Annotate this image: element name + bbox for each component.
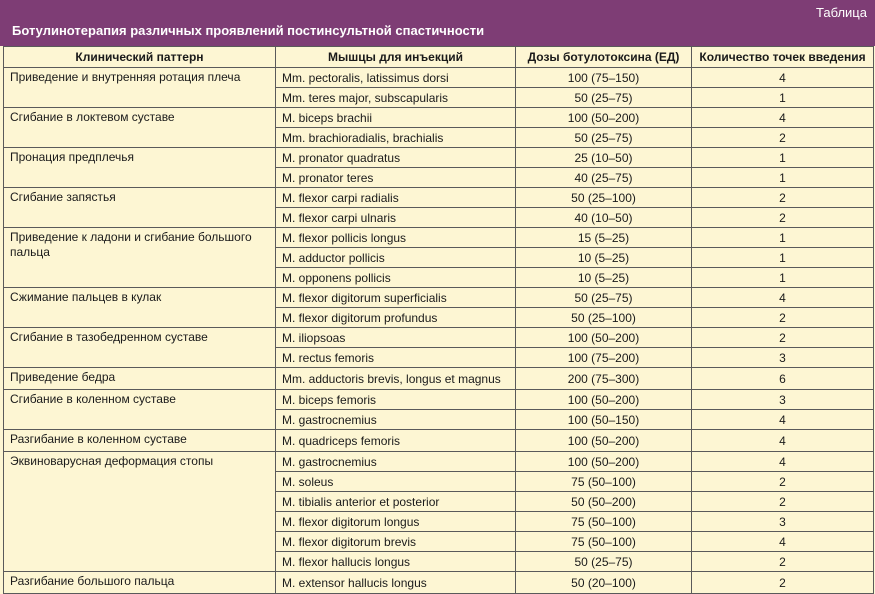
injection-points-cell: 2 xyxy=(692,472,874,492)
injection-points-cell: 4 xyxy=(692,68,874,88)
dose-cell: 100 (50–200) xyxy=(516,328,692,348)
botulinum-dosing-table xyxy=(3,46,874,594)
muscle-cell: M. opponens pollicis xyxy=(276,268,516,288)
muscle-cell: M. gastrocnemius xyxy=(276,452,516,472)
dose-cell: 25 (10–50) xyxy=(516,148,692,168)
muscle-cell: M. pronator teres xyxy=(276,168,516,188)
column-header-muscles: Мышцы для инъекций xyxy=(276,47,516,68)
dose-cell: 100 (50–200) xyxy=(516,430,692,452)
muscle-cell: M. flexor digitorum longus xyxy=(276,512,516,532)
table-row xyxy=(4,390,874,410)
injection-points-cell: 2 xyxy=(692,128,874,148)
injection-points-cell: 6 xyxy=(692,368,874,390)
injection-points-cell: 3 xyxy=(692,390,874,410)
injection-points-cell: 2 xyxy=(692,572,874,594)
muscle-cell: M. pronator quadratus xyxy=(276,148,516,168)
dose-cell: 200 (75–300) xyxy=(516,368,692,390)
column-header-points: Количество точек введения xyxy=(692,47,874,68)
muscle-cell: Mm. teres major, subscapularis xyxy=(276,88,516,108)
dose-cell: 50 (20–100) xyxy=(516,572,692,594)
dose-cell: 40 (10–50) xyxy=(516,208,692,228)
clinical-pattern-cell: Сгибание в тазобедренном суставе xyxy=(4,328,276,368)
table-header-band xyxy=(0,0,875,46)
dose-cell: 100 (50–200) xyxy=(516,108,692,128)
injection-points-cell: 3 xyxy=(692,512,874,532)
clinical-pattern-cell: Сгибание запястья xyxy=(4,188,276,228)
muscle-cell: M. flexor digitorum brevis xyxy=(276,532,516,552)
injection-points-cell: 1 xyxy=(692,168,874,188)
muscle-cell: M. flexor digitorum superficialis xyxy=(276,288,516,308)
dose-cell: 100 (50–150) xyxy=(516,410,692,430)
table-row xyxy=(4,328,874,348)
muscle-cell: M. tibialis anterior et posterior xyxy=(276,492,516,512)
dose-cell: 100 (50–200) xyxy=(516,452,692,472)
muscle-cell: M. gastrocnemius xyxy=(276,410,516,430)
column-header-pattern: Клинический паттерн xyxy=(4,47,276,68)
clinical-pattern-cell: Разгибание в коленном суставе xyxy=(4,430,276,452)
table-row xyxy=(4,68,874,88)
clinical-pattern-cell: Приведение бедра xyxy=(4,368,276,390)
dose-cell: 75 (50–100) xyxy=(516,512,692,532)
injection-points-cell: 2 xyxy=(692,328,874,348)
table-title: Ботулинотерапия различных проявлений постинсультной спастичности xyxy=(12,23,485,38)
dose-cell: 50 (50–200) xyxy=(516,492,692,512)
dose-cell: 50 (25–100) xyxy=(516,308,692,328)
clinical-pattern-cell: Приведение и внутренняя ротация плеча xyxy=(4,68,276,108)
muscle-cell: Mm. adductoris brevis, longus et magnus xyxy=(276,368,516,390)
muscle-cell: M. flexor carpi radialis xyxy=(276,188,516,208)
dose-cell: 75 (50–100) xyxy=(516,532,692,552)
dose-cell: 75 (50–100) xyxy=(516,472,692,492)
muscle-cell: Mm. pectoralis, latissimus dorsi xyxy=(276,68,516,88)
muscle-cell: M. flexor pollicis longus xyxy=(276,228,516,248)
clinical-pattern-cell: Пронация предплечья xyxy=(4,148,276,188)
table-body xyxy=(4,68,874,594)
muscle-cell: M. flexor carpi ulnaris xyxy=(276,208,516,228)
injection-points-cell: 1 xyxy=(692,248,874,268)
dose-cell: 50 (25–75) xyxy=(516,552,692,572)
dose-cell: 10 (5–25) xyxy=(516,248,692,268)
dose-cell: 100 (50–200) xyxy=(516,390,692,410)
muscle-cell: M. extensor hallucis longus xyxy=(276,572,516,594)
injection-points-cell: 1 xyxy=(692,268,874,288)
injection-points-cell: 4 xyxy=(692,452,874,472)
table-row xyxy=(4,288,874,308)
table-row xyxy=(4,368,874,390)
injection-points-cell: 4 xyxy=(692,430,874,452)
muscle-cell: M. adductor pollicis xyxy=(276,248,516,268)
column-header-row xyxy=(4,47,874,68)
clinical-pattern-cell: Эквиноварусная деформация стопы xyxy=(4,452,276,572)
injection-points-cell: 1 xyxy=(692,148,874,168)
table-row xyxy=(4,108,874,128)
table-caption-label: Таблица xyxy=(816,5,867,20)
table-row xyxy=(4,188,874,208)
muscle-cell: M. rectus femoris xyxy=(276,348,516,368)
muscle-cell: M. flexor digitorum profundus xyxy=(276,308,516,328)
clinical-pattern-cell: Сгибание в коленном суставе xyxy=(4,390,276,430)
muscle-cell: Mm. brachioradialis, brachialis xyxy=(276,128,516,148)
table-row xyxy=(4,228,874,248)
clinical-pattern-cell: Сжимание пальцев в кулак xyxy=(4,288,276,328)
muscle-cell: M. iliopsoas xyxy=(276,328,516,348)
clinical-pattern-cell: Сгибание в локтевом суставе xyxy=(4,108,276,148)
injection-points-cell: 4 xyxy=(692,108,874,128)
injection-points-cell: 2 xyxy=(692,208,874,228)
table-row xyxy=(4,148,874,168)
injection-points-cell: 4 xyxy=(692,532,874,552)
table-row xyxy=(4,430,874,452)
injection-points-cell: 2 xyxy=(692,552,874,572)
muscle-cell: M. soleus xyxy=(276,472,516,492)
muscle-cell: M. biceps brachii xyxy=(276,108,516,128)
muscle-cell: M. flexor hallucis longus xyxy=(276,552,516,572)
dose-cell: 50 (25–75) xyxy=(516,128,692,148)
dose-cell: 100 (75–150) xyxy=(516,68,692,88)
dose-cell: 15 (5–25) xyxy=(516,228,692,248)
dose-cell: 100 (75–200) xyxy=(516,348,692,368)
injection-points-cell: 3 xyxy=(692,348,874,368)
table-row xyxy=(4,572,874,594)
dose-cell: 50 (25–75) xyxy=(516,88,692,108)
clinical-pattern-cell: Приведение к ладони и сгибание большого пальца xyxy=(4,228,276,288)
injection-points-cell: 2 xyxy=(692,308,874,328)
injection-points-cell: 2 xyxy=(692,188,874,208)
injection-points-cell: 1 xyxy=(692,88,874,108)
dose-cell: 50 (25–75) xyxy=(516,288,692,308)
table-row xyxy=(4,452,874,472)
column-header-dose: Дозы ботулотоксина (ЕД) xyxy=(516,47,692,68)
muscle-cell: M. biceps femoris xyxy=(276,390,516,410)
muscle-cell: M. quadriceps femoris xyxy=(276,430,516,452)
clinical-pattern-cell: Разгибание большого пальца xyxy=(4,572,276,594)
injection-points-cell: 2 xyxy=(692,492,874,512)
dose-cell: 40 (25–75) xyxy=(516,168,692,188)
dose-cell: 10 (5–25) xyxy=(516,268,692,288)
injection-points-cell: 4 xyxy=(692,410,874,430)
dose-cell: 50 (25–100) xyxy=(516,188,692,208)
injection-points-cell: 1 xyxy=(692,228,874,248)
injection-points-cell: 4 xyxy=(692,288,874,308)
